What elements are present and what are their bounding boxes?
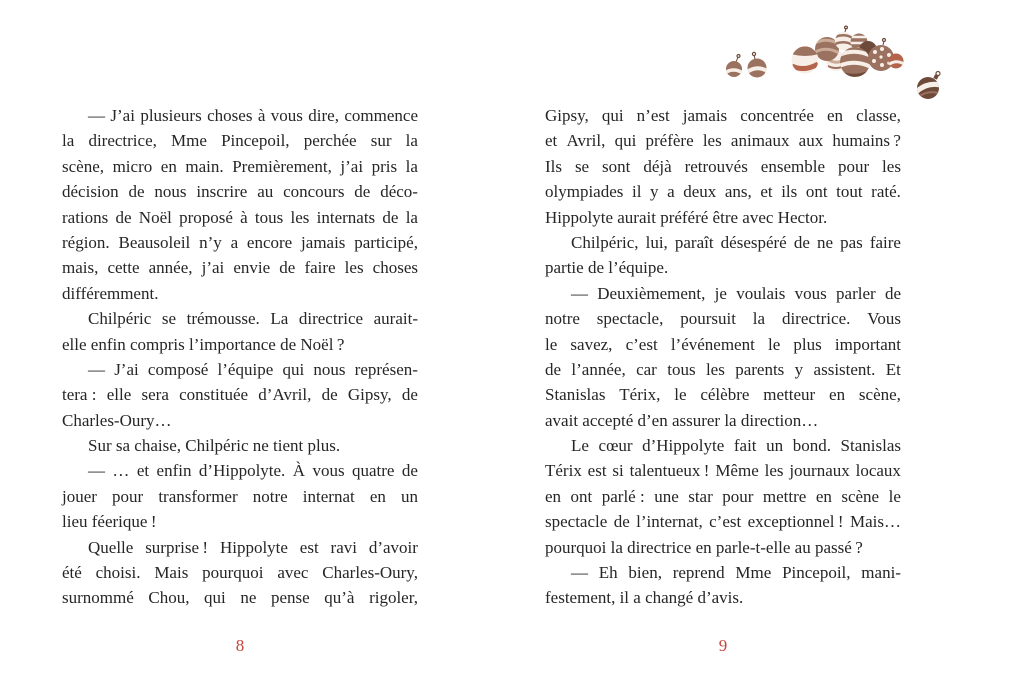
text-line: Hippolyte aurait préféré être avec Hector.: [545, 207, 828, 227]
text-line: olympiades il y a deux ans, et ils ont tout raté.: [545, 182, 901, 202]
text-line: elle enfin compris l’importance de Noël ?: [62, 334, 345, 354]
page-number-left: 8: [235, 636, 245, 655]
text-line: mais, cette année, j’ai envie de faire les choses: [62, 258, 418, 278]
page-text: [62, 103, 418, 611]
text-line: Charles-Oury…: [62, 410, 172, 430]
text-line: surnommé Chou, qui ne pense qu’à rigoler,: [62, 588, 418, 608]
text-line: — J’ai composé l’équipe qui nous représen-: [88, 359, 418, 379]
text-line: Sur sa chaise, Chilpéric ne tient plus.: [88, 436, 341, 456]
bauble-icon: [791, 40, 819, 74]
text-line: Quelle surprise ! Hippolyte est ravi d’avoir: [88, 537, 418, 557]
text-line: festement, il a changé d’avis.: [545, 588, 744, 608]
text-line: avait accepté d’en assurer la direction…: [545, 410, 819, 430]
text-line: — J’ai plusieurs choses à vous dire, commence: [88, 106, 418, 125]
text-line: Chilpéric, lui, paraît désespéré de ne pas faire: [571, 232, 901, 252]
page-text: [545, 103, 901, 611]
text-line: Stanislas Térix, le célèbre metteur en scène,: [545, 385, 901, 405]
text-line: différemment.: [62, 283, 159, 303]
christmas-baubles-illustration: [710, 24, 950, 108]
text-line: tera : elle sera constituée d’Avril, de Gipsy, de: [62, 385, 418, 405]
text-line: Ils se sont déjà retrouvés ensemble pour les: [545, 156, 901, 176]
text-line: Térix est si talentueux ! Même les journaux locaux: [545, 461, 901, 481]
text-line: de l’année, car tous les parents y assistent. Et: [545, 359, 901, 379]
text-line: région. Beausoleil n’y a encore jamais participé,: [62, 232, 418, 252]
text-line: Gipsy, qui n’est jamais concentrée en classe,: [545, 106, 901, 125]
text-line: — Eh bien, reprend Mme Pincepoil, mani-: [571, 563, 901, 583]
text-line: lieu féerique !: [62, 512, 157, 532]
text-line: spectacle de l’internat, c’est exceptionnel ! Mais…: [545, 512, 901, 532]
text-line: le savez, c’est l’événement le plus important: [545, 334, 901, 354]
text-line: — Deuxièmement, je voulais vous parler de: [571, 283, 901, 303]
text-line: en ont parlé : une star pour mettre en scène le: [545, 486, 901, 506]
bauble-icon: [725, 55, 743, 78]
text-line: jouer pour transformer notre internat en un: [62, 486, 418, 506]
text-line: la directrice, Mme Pincepoil, perchée sur la: [62, 131, 418, 151]
text-line: — … et enfin d’Hippolyte. À vous quatre de: [88, 461, 418, 481]
text-line: notre spectacle, poursuit la directrice. Vous: [545, 309, 901, 329]
text-line: scène, micro en main. Premièrement, j’ai pris la: [62, 156, 418, 176]
bauble-icon: [835, 26, 853, 50]
text-line: pourquoi la directrice en parle-t-elle au passé ?: [545, 537, 863, 557]
text-line: rations de Noël proposé à tous les internats de la: [62, 207, 418, 227]
text-line: décision de nous inscrire au concours de déco-: [62, 182, 418, 202]
text-line: Le cœur d’Hippolyte fait un bond. Stanislas: [571, 436, 901, 456]
text-line: été choisi. Mais pourquoi avec Charles-Oury,: [62, 563, 418, 583]
page-number-right: 9: [718, 636, 728, 655]
text-line: et Avril, qui préfère les animaux aux humains ?: [545, 131, 901, 151]
bauble-icon: [916, 72, 940, 100]
text-line: partie de l’équipe.: [545, 258, 669, 278]
text-line: Chilpéric se trémousse. La directrice aurait-: [88, 309, 418, 329]
bauble-icon: [747, 52, 767, 77]
